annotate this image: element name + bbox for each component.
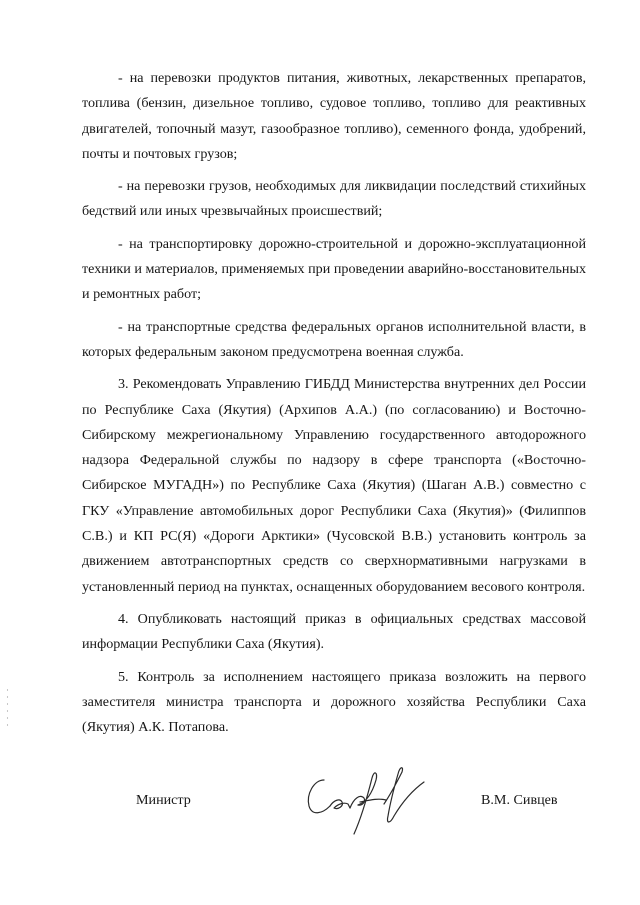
clause-4-publication: 4. Опубликовать настоящий приказ в официальных средствах массовой информации Республики Саха (Якутия). xyxy=(82,610,586,653)
margin-scan-marks xyxy=(6,688,9,728)
list-item-road-machinery: - на транспортировку дорожно-строительной и дорожно-эксплуатационной техники и материалов, применяемых при проведении аварийно-восстановительных и ремонтных работ; xyxy=(82,235,586,303)
list-item-food-fuel: - на перевозки продуктов питания, животных, лекарственных препаратов, топлива (бензин, дизельное топливо, судовое топливо, топливо для реактивных двигателей, топочный мазут, газообразное топливо), семенного фонда, удобрений, почты и почтовых грузов; xyxy=(82,70,586,162)
document-body xyxy=(82,66,586,740)
list-item-federal-vehicles: - на транспортные средства федеральных органов исполнительной власти, в которых федеральным законом предусмотрена военная служба. xyxy=(82,318,586,360)
list-item-emergency-cargo: - на перевозки грузов, необходимых для ликвидации последствий стихийных бедствий или иных чрезвычайных происшествий; xyxy=(82,178,586,220)
signature-block xyxy=(0,758,640,838)
signatory-title: Министр xyxy=(136,792,191,808)
clause-3-control: 3. Рекомендовать Управлению ГИБДД Министерства внутренних дел России по Республике Саха (Якутия) (Архипов А.А.) (по согласованию) и Восточно-Сибирскому межрегиональному Управлению государственного автодорожного надзора Федеральной службы по надзору в сфере транспорта («Восточно-Сибирское МУГАДН») по Республике Саха (Якутия) (Шаган А.В.) совместно с ГКУ «Управление автомобильных дорог Республики Саха (Якутия)» (Филиппов С.В.) и КП РС(Я) «Дороги Арктики» (Чусовской В.В.) установить контроль за движением автотранспортных средств со сверхнормативными нагрузками в установленный период на пунктах, оснащенных оборудованием весового контроля. xyxy=(82,376,586,595)
signatory-name: В.М. Сивцев xyxy=(481,792,558,808)
handwritten-signature xyxy=(300,758,436,838)
clause-5-responsibility: 5. Контроль за исполнением настоящего приказа возложить на первого заместителя министра транспорта и дорожного хозяйства Республики Саха (Якутия) А.К. Потапова. xyxy=(82,668,586,736)
